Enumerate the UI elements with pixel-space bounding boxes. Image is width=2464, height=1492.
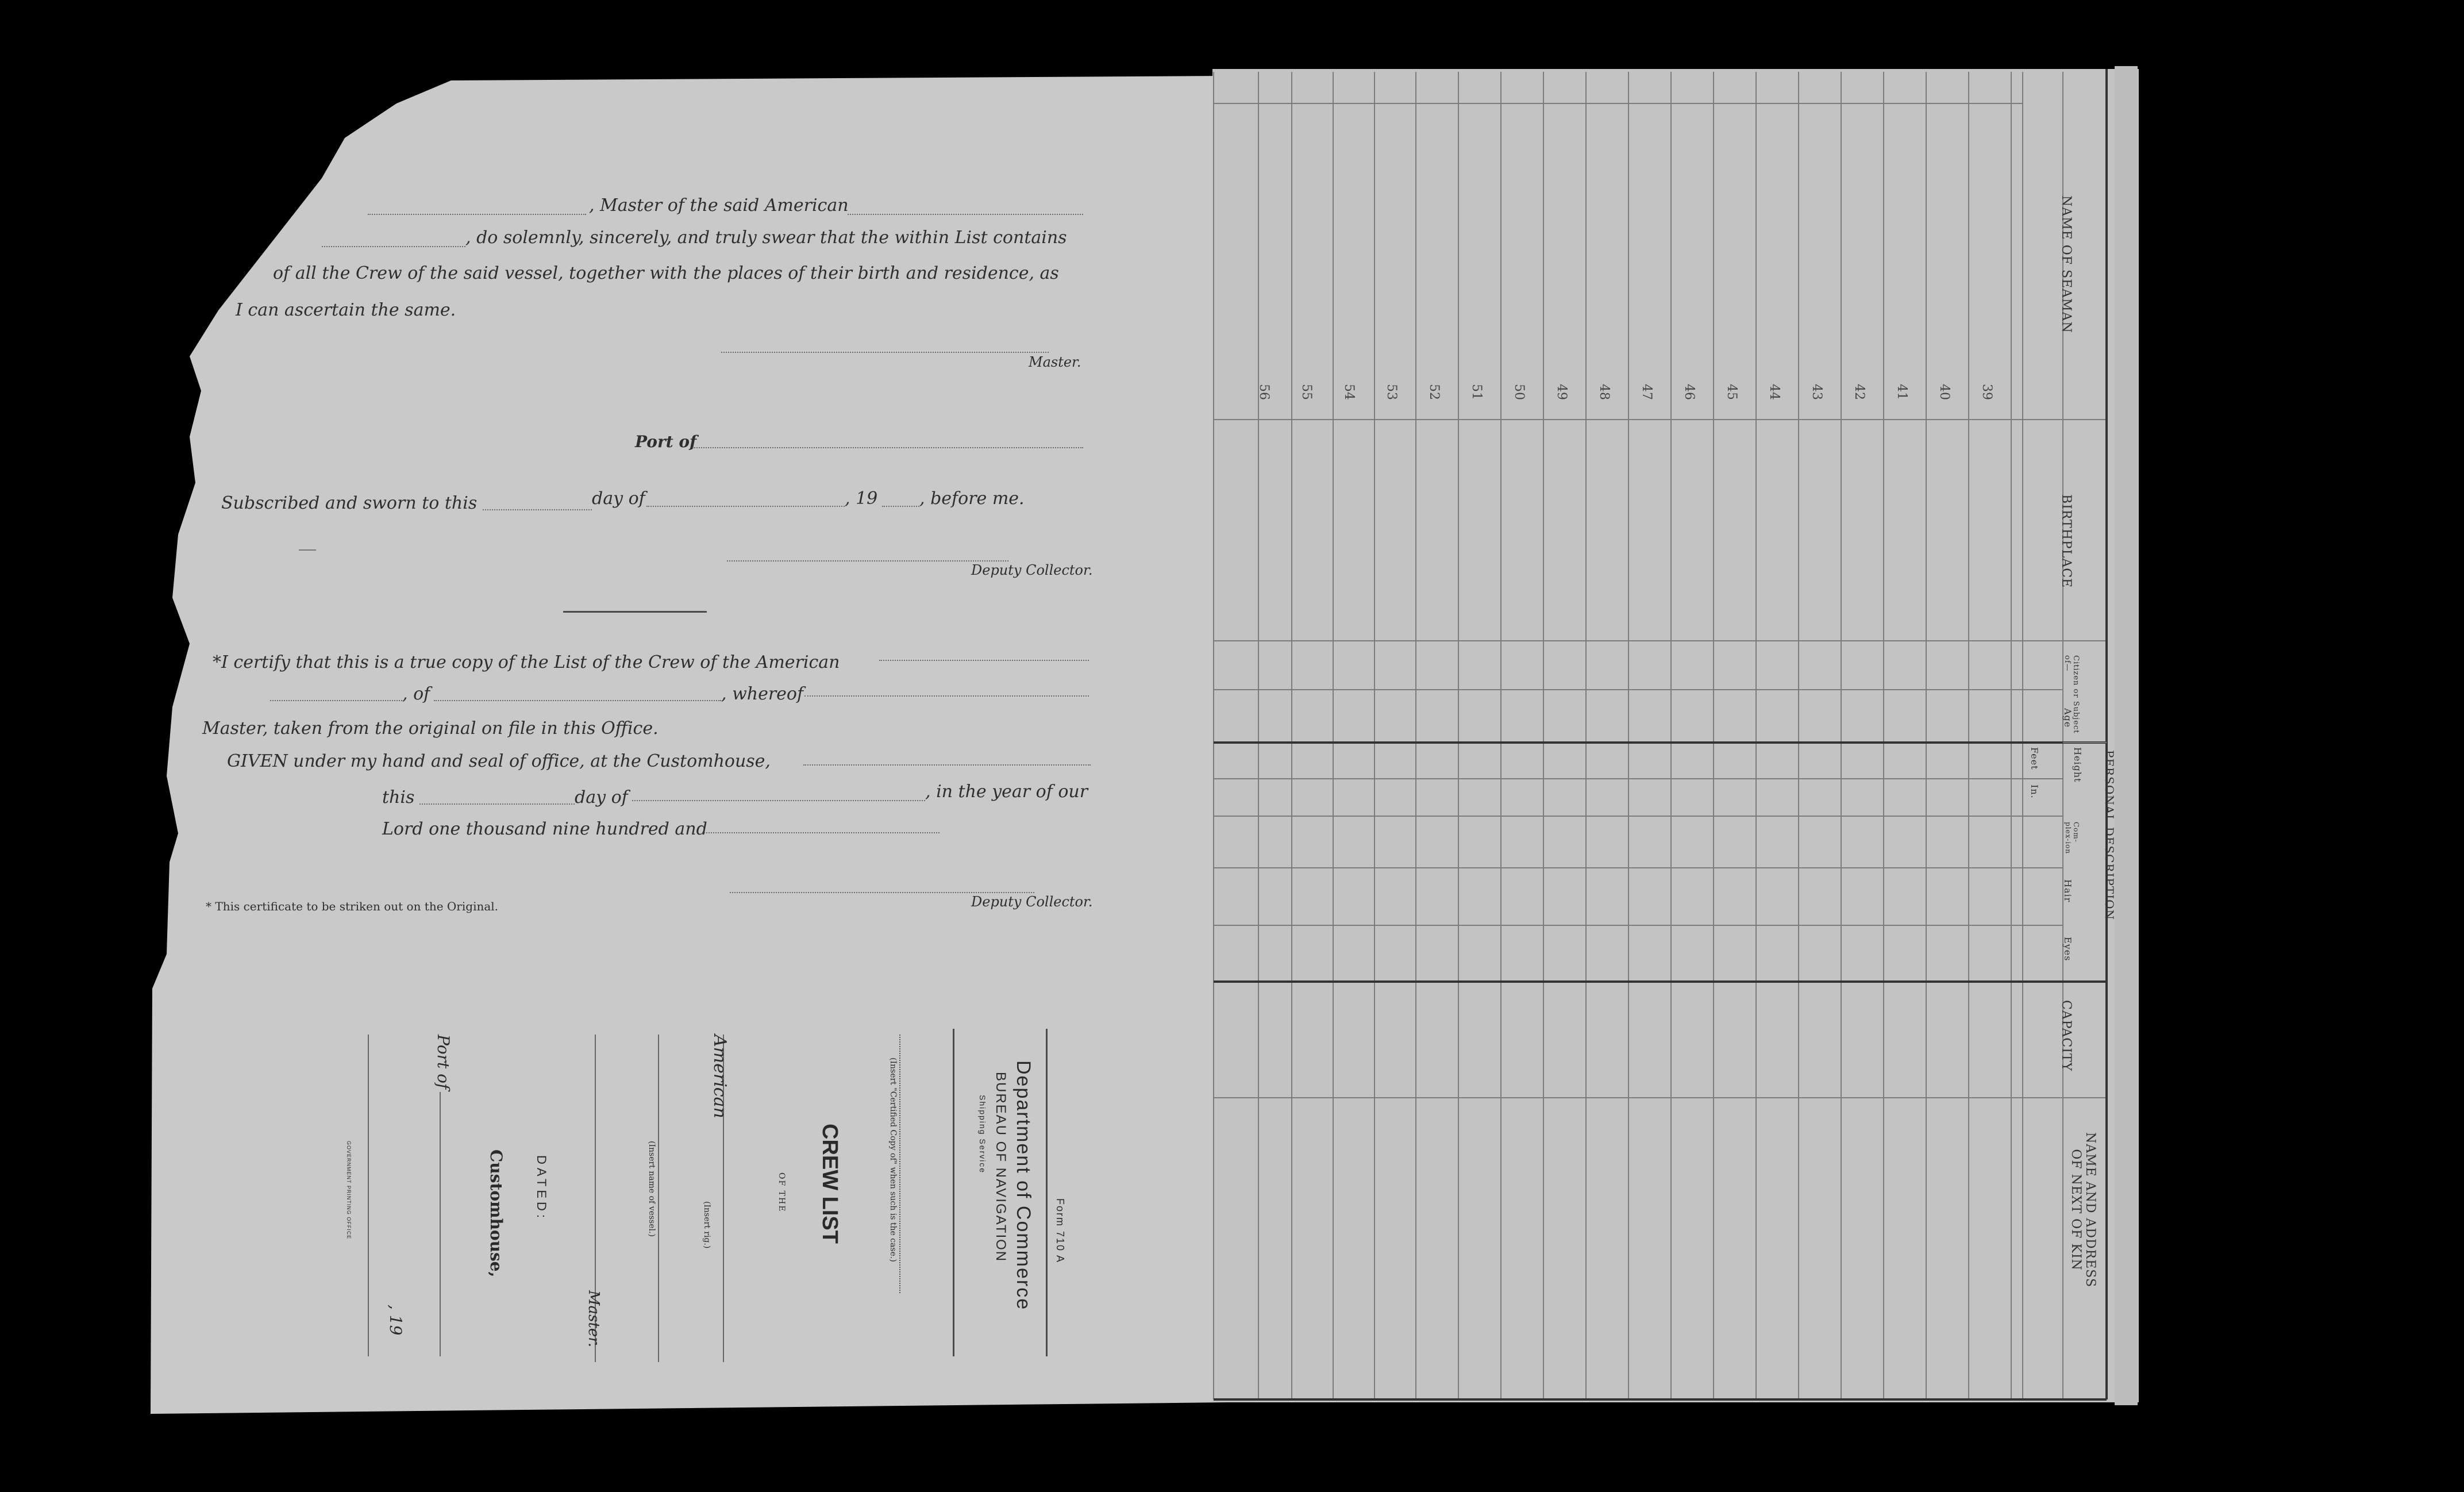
master-signature-label: Master.: [1029, 354, 1081, 370]
cover-19-label: , 19: [386, 1305, 405, 1336]
deputy-collector-label-1: Deputy Collector.: [971, 562, 1093, 578]
row-number: 46: [1682, 384, 1696, 400]
crew-list-title: CREW LIST: [818, 1124, 842, 1244]
shipping-service: Shipping Service: [978, 1095, 987, 1174]
certify-of-label: , of: [402, 684, 430, 704]
header-inches: In.: [2029, 785, 2040, 799]
row-number: 47: [1639, 384, 1654, 400]
row-number: 44: [1767, 384, 1781, 400]
department-title: Department of Commerce: [1012, 1060, 1034, 1311]
oath-line-2: , do solemnly, sincerely, and truly swear that the within List contains: [465, 228, 1067, 248]
header-personal-description: PERSONAL DESCRIPTION: [2103, 750, 2116, 920]
row-number: 49: [1554, 384, 1569, 400]
cover-master-label: Master.: [585, 1290, 602, 1348]
oath-line-3: of all the Crew of the said vessel, together with the places of their birth and residence, as: [273, 263, 1059, 283]
row-number: 48: [1597, 384, 1611, 400]
footnote: * This certificate to be striken out on the Original.: [206, 899, 499, 913]
year-19-label: , 19: [845, 489, 878, 509]
certify-line-3: Master, taken from the original on file in this Office.: [202, 718, 659, 739]
certify-line-1: *I certify that this is a true copy of the List of the Crew of the American: [213, 652, 840, 672]
row-number: 43: [1810, 384, 1824, 400]
before-me-label: , before me.: [919, 489, 1025, 509]
form-number: Form 710 A: [1054, 1198, 1066, 1264]
american-label: American: [710, 1035, 730, 1118]
certify-whereof-label: , whereof: [721, 684, 804, 704]
certify-line-6: Lord one thousand nine hundred and: [382, 819, 707, 839]
cover-port-of-label: Port of: [434, 1035, 453, 1090]
header-name-of-seaman: NAME OF SEAMAN: [2059, 195, 2073, 333]
header-next-of-kin: NAME AND ADDRESS OF NEXT OF KIN: [2069, 1132, 2097, 1288]
subscribed-label: Subscribed and sworn to this: [221, 493, 478, 513]
row-number: 52: [1427, 384, 1441, 400]
header-hair: Hair: [2062, 879, 2073, 903]
header-birthplace: BIRTHPLACE: [2059, 494, 2073, 589]
certify-year-label: , in the year of our: [925, 782, 1088, 802]
of-the-label: OF THE: [777, 1172, 786, 1213]
certify-day-of-label: day of: [575, 787, 628, 807]
row-number: 39: [1980, 384, 1994, 400]
bureau-title: BUREAU OF NAVIGATION: [993, 1072, 1008, 1263]
row-number: 50: [1512, 384, 1526, 400]
row-number: 51: [1469, 384, 1484, 400]
deputy-collector-label-2: Deputy Collector.: [971, 894, 1093, 910]
row-number: 54: [1342, 384, 1356, 400]
row-number: 45: [1724, 384, 1739, 400]
row-number: 55: [1299, 384, 1314, 400]
header-eyes: Eyes: [2062, 937, 2073, 962]
port-of-label: Port of: [635, 432, 697, 451]
header-complexion: Com-plex-ion: [2064, 822, 2080, 855]
row-number: 41: [1895, 384, 1909, 400]
certify-line-4: GIVEN under my hand and seal of office, at the Customhouse,: [227, 751, 771, 771]
header-citizen: Citizen or Subject of—: [2063, 655, 2080, 734]
row-number: 40: [1937, 384, 1951, 400]
header-capacity: CAPACITY: [2059, 1000, 2073, 1072]
certify-this-label: this: [382, 787, 415, 807]
row-number: 53: [1384, 384, 1399, 400]
oath-line-1: , Master of the said American: [589, 195, 849, 216]
insert-rig-note: (Insert rig.): [702, 1201, 711, 1249]
insert-certified-note: (Insert "Certified Copy of" when such is the case.): [888, 1058, 898, 1262]
header-height: Height: [2072, 747, 2083, 783]
row-number: 42: [1852, 384, 1866, 400]
insert-name-note: (Insert name of vessel.): [647, 1141, 656, 1237]
printing-office: GOVERNMENT PRINTING OFFICE: [346, 1141, 352, 1240]
row-number: 56: [1257, 384, 1271, 400]
header-age: Age: [2062, 708, 2073, 728]
customhouse-label: Customhouse,: [487, 1149, 506, 1278]
dated-label: DATED:: [534, 1155, 549, 1222]
header-feet: Feet: [2029, 747, 2040, 770]
day-of-label: day of: [592, 489, 645, 509]
oath-line-4: I can ascertain the same.: [236, 300, 456, 320]
